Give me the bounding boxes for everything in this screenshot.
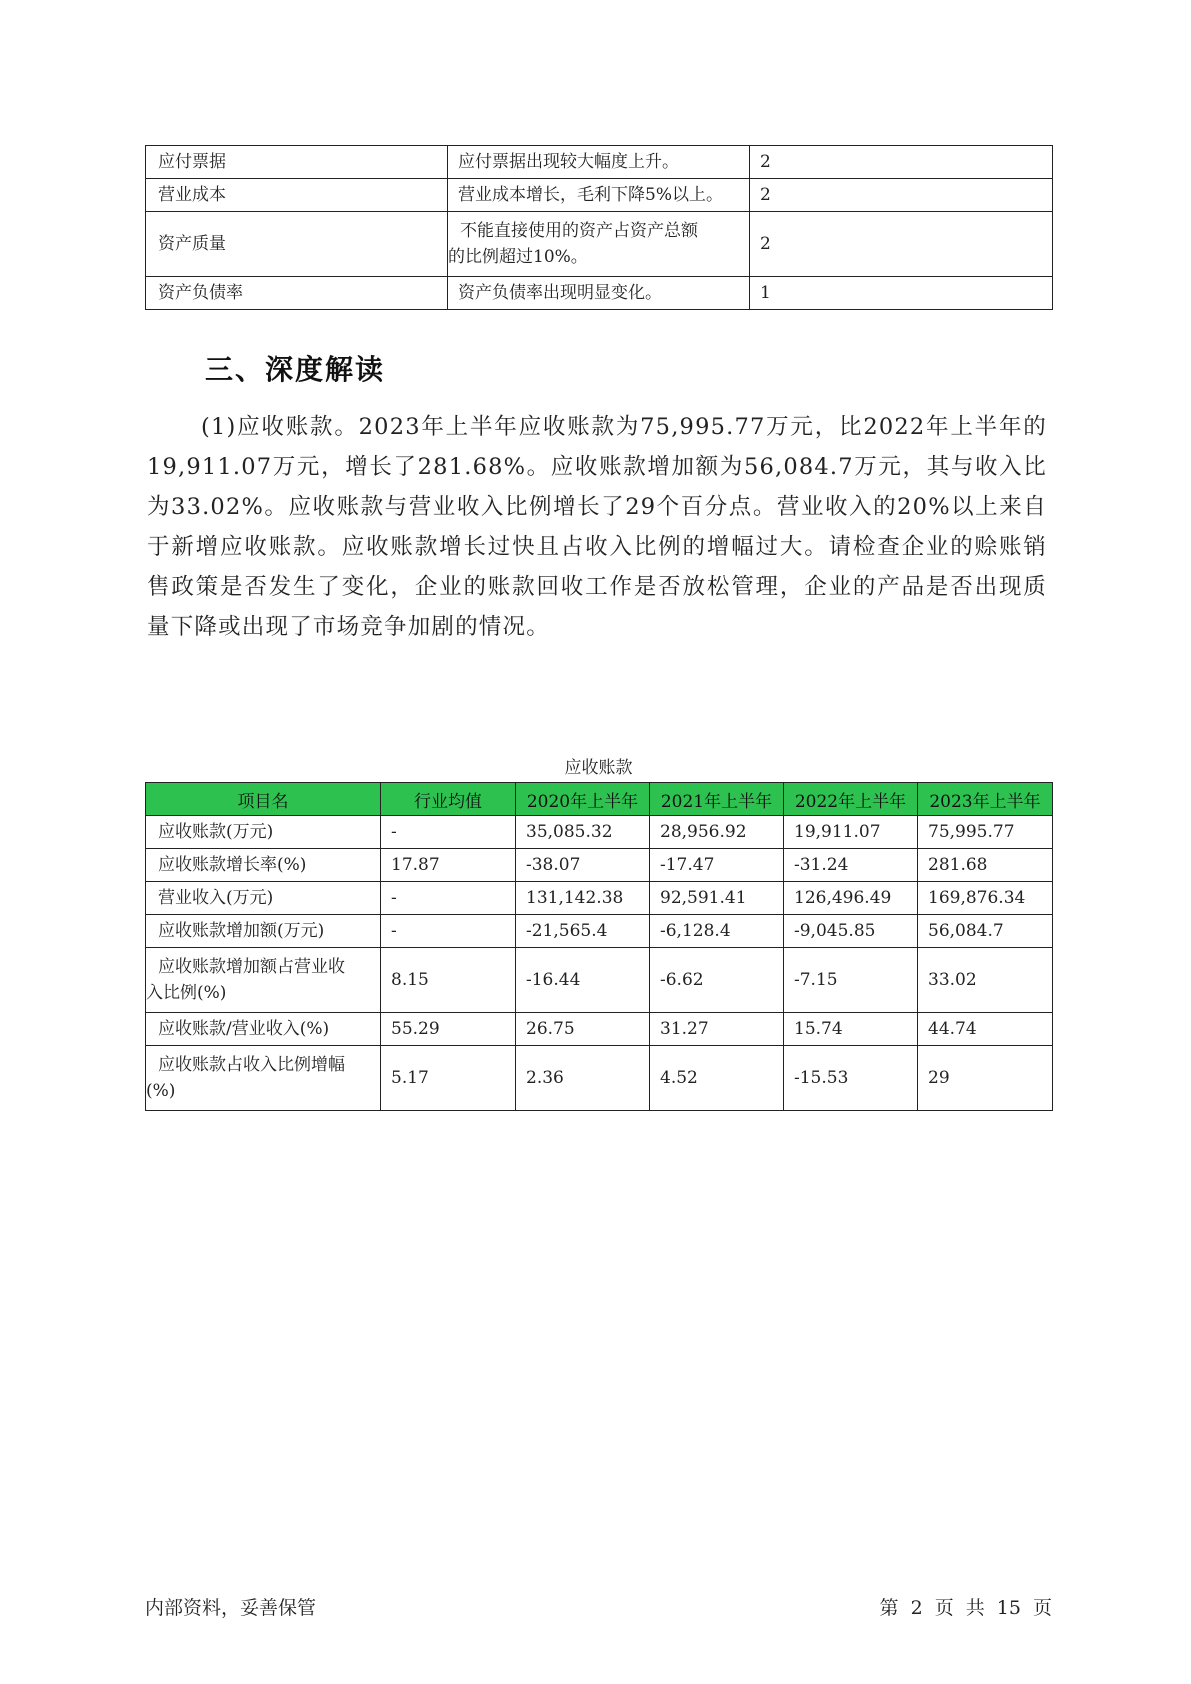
table-cell: 8.15 [381, 948, 516, 1013]
table-cell: - [381, 882, 516, 915]
table-cell: 26.75 [516, 1013, 650, 1046]
row-label [146, 915, 381, 948]
table-header-row [146, 783, 1053, 816]
row-label [146, 849, 381, 882]
column-header: 项目名 [146, 783, 381, 816]
row-label-line: 应收账款增加额(万元) [158, 921, 325, 941]
criteria-description-line: 应付票据出现较大幅度上升。 [458, 152, 679, 172]
row-label [146, 1046, 381, 1111]
criteria-item: 营业成本 [146, 179, 448, 212]
criteria-score: 2 [750, 179, 1053, 212]
row-label-line: 应收账款增长率(%) [158, 855, 307, 875]
criteria-item: 应付票据 [146, 146, 448, 179]
table-cell: 44.74 [918, 1013, 1053, 1046]
table-cell: 126,496.49 [784, 882, 918, 915]
table-row [146, 816, 1053, 849]
table-cell: 4.52 [650, 1046, 784, 1111]
criteria-description [448, 277, 750, 310]
table-cell: -15.53 [784, 1046, 918, 1111]
column-header: 2020年上半年 [516, 783, 650, 816]
table-cell: 169,876.34 [918, 882, 1053, 915]
criteria-description-line: 营业成本增长，毛利下降5%以上。 [458, 185, 723, 205]
table-cell: - [381, 816, 516, 849]
table-cell: -7.15 [784, 948, 918, 1013]
table-row [146, 1013, 1053, 1046]
receivables-table-body [146, 816, 1053, 1111]
row-label-line: 应收账款占收入比例增幅 [158, 1055, 345, 1075]
criteria-description-line: 资产负债率出现明显变化。 [458, 283, 662, 303]
table-row [146, 882, 1053, 915]
table-cell: 17.87 [381, 849, 516, 882]
table-cell: - [381, 915, 516, 948]
table-cell: 29 [918, 1046, 1053, 1111]
row-label-line: 应收账款(万元) [158, 822, 274, 842]
table-cell: 35,085.32 [516, 816, 650, 849]
table-cell: 56,084.7 [918, 915, 1053, 948]
row-label [146, 816, 381, 849]
criteria-table [145, 145, 1053, 310]
row-label [146, 948, 381, 1013]
footer-confidential-note: 内部资料，妥善保管 [145, 1597, 317, 1619]
criteria-item: 资产负债率 [146, 277, 448, 310]
table-row [146, 1046, 1053, 1111]
criteria-description [448, 146, 750, 179]
criteria-description [448, 212, 750, 277]
row-label-line: (%) [146, 1081, 176, 1101]
column-header: 2021年上半年 [650, 783, 784, 816]
table-row [146, 212, 1053, 277]
table-cell: 55.29 [381, 1013, 516, 1046]
column-header: 2022年上半年 [784, 783, 918, 816]
table-cell: -31.24 [784, 849, 918, 882]
table-row [146, 849, 1053, 882]
table-caption: 应收账款 [564, 758, 633, 778]
column-header: 2023年上半年 [918, 783, 1053, 816]
table-row [146, 179, 1053, 212]
footer-page-number: 第 2 页 共 15 页 [879, 1597, 1052, 1619]
table-cell: -21,565.4 [516, 915, 650, 948]
criteria-score: 2 [750, 212, 1053, 277]
table-cell: 31.27 [650, 1013, 784, 1046]
row-label-line: 入比例(%) [146, 983, 227, 1003]
table-cell: -9,045.85 [784, 915, 918, 948]
criteria-item: 资产质量 [146, 212, 448, 277]
table-row [146, 948, 1053, 1013]
column-header: 行业均值 [381, 783, 516, 816]
criteria-table-body [146, 146, 1053, 310]
criteria-description-line: 的比例超过10%。 [448, 247, 588, 267]
table-cell: 28,956.92 [650, 816, 784, 849]
row-label [146, 1013, 381, 1046]
analysis-paragraph: (1)应收账款。2023年上半年应收账款为75,995.77万元，比2022年上半年的19,911.07万元，增长了281.68%。应收账款增加额为56,084.7万元，其与收入比为33.02%。应收账款与营业收入比例增长了29个百分点。营业收入的20%以上来自于新增应收账款。应收账款增长过快且占收入比例的增幅过大。请检查企业的赊账销售政策是否发生了变化，企业的账款回收工作是否放松管理，企业的产品是否出现质量下降或出现了市场竞争加剧的情况。 [147, 414, 1047, 640]
row-label-line: 应收账款/营业收入(%) [158, 1019, 330, 1039]
table-cell: 281.68 [918, 849, 1053, 882]
table-cell: -6.62 [650, 948, 784, 1013]
table-cell: 92,591.41 [650, 882, 784, 915]
table-cell: 131,142.38 [516, 882, 650, 915]
row-label [146, 882, 381, 915]
table-cell: -17.47 [650, 849, 784, 882]
table-cell: 15.74 [784, 1013, 918, 1046]
table-row [146, 915, 1053, 948]
table-cell: -38.07 [516, 849, 650, 882]
table-cell: 33.02 [918, 948, 1053, 1013]
row-label-line: 营业收入(万元) [158, 888, 274, 908]
criteria-score: 2 [750, 146, 1053, 179]
criteria-score: 1 [750, 277, 1053, 310]
table-cell: 2.36 [516, 1046, 650, 1111]
table-cell: 19,911.07 [784, 816, 918, 849]
table-cell: 5.17 [381, 1046, 516, 1111]
criteria-description-line: 不能直接使用的资产占资产总额 [460, 221, 698, 241]
table-cell: 75,995.77 [918, 816, 1053, 849]
table-cell: -16.44 [516, 948, 650, 1013]
table-cell: -6,128.4 [650, 915, 784, 948]
section-heading: 三、深度解读 [205, 353, 386, 386]
receivables-table [145, 782, 1053, 1111]
row-label-line: 应收账款增加额占营业收 [158, 957, 345, 977]
criteria-description [448, 179, 750, 212]
table-row [146, 146, 1053, 179]
table-row [146, 277, 1053, 310]
